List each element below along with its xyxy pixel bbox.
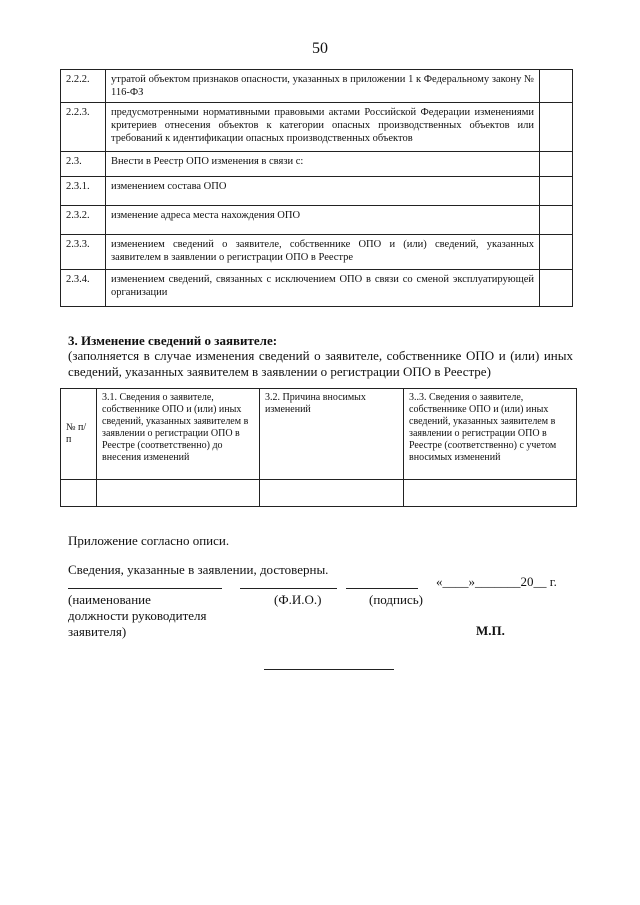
attachment-text: Приложение согласно описи. — [68, 533, 230, 548]
position-signature-line[interactable] — [68, 588, 222, 589]
table-row — [61, 480, 577, 507]
cell-before[interactable] — [97, 480, 260, 507]
reliability-statement: Сведения, указанные в заявлении, достоверны. — [68, 562, 329, 577]
date-field[interactable]: «____»_______20__ г. — [436, 574, 557, 589]
fio-label: (Ф.И.О.) — [274, 592, 322, 607]
stamp-place-label: М.П. — [476, 623, 505, 638]
checkbox-cell[interactable] — [540, 70, 573, 103]
table-row — [61, 70, 573, 103]
table-row — [61, 235, 573, 270]
checkbox-cell[interactable] — [540, 235, 573, 270]
checkbox-cell — [540, 152, 573, 177]
col-after-header: 3..3. Сведения о заявителе, собственнике ОПО и (или) иных сведений, указанных заявителем в заявлении о регистрации ОПО в Реестре (соответственно) с учетом вносимых изменений — [404, 389, 577, 480]
row-text: изменением состава ОПО — [106, 177, 540, 206]
table-row — [61, 270, 573, 307]
checkbox-cell[interactable] — [540, 177, 573, 206]
row-number: 2.3.4. — [61, 270, 106, 307]
divider-line — [264, 669, 394, 670]
checkbox-cell[interactable] — [540, 270, 573, 307]
row-text: предусмотренными нормативными правовыми актами Российской Федерации изменениями критериев отнесения объектов к категории опасных производственных объектов или требований к идентификации опасных производственных объектов — [106, 103, 540, 152]
row-number: 2.2.3. — [61, 103, 106, 152]
row-text: изменение адреса места нахождения ОПО — [106, 206, 540, 235]
table-row — [61, 206, 573, 235]
row-number: 2.3.2. — [61, 206, 106, 235]
col-reason-header: 3.2. Причина вносимых изменений — [260, 389, 404, 480]
table-row — [61, 103, 573, 152]
applicant-changes-table — [60, 388, 577, 507]
row-text: Внести в Реестр ОПО изменения в связи с: — [106, 152, 540, 177]
row-number: 2.3.1. — [61, 177, 106, 206]
col-number-header: № п/п — [61, 389, 97, 480]
row-number: 2.2.2. — [61, 70, 106, 103]
checkbox-cell[interactable] — [540, 103, 573, 152]
page-number: 50 — [312, 40, 328, 57]
sign-label: (подпись) — [369, 592, 423, 607]
col-before-header: 3.1. Сведения о заявителе, собственнике ОПО и (или) иных сведений, указанных заявителем в заявлении о регистрации ОПО в Реестре (соответственно) до внесения изменений — [97, 389, 260, 480]
section-3-title: 3. Изменение сведений о заявителе: — [68, 333, 278, 348]
row-text: изменением сведений о заявителе, собственнике ОПО и (или) сведений, указанных заявителем в заявлении о регистрации ОПО в Реестре — [106, 235, 540, 270]
changes-table — [60, 69, 573, 307]
row-number: 2.3. — [61, 152, 106, 177]
position-label: (наименование должности руководителя заявителя) — [68, 592, 207, 639]
table-row — [61, 177, 573, 206]
section-3-note: (заполняется в случае изменения сведений о заявителе, собственнике ОПО и (или) иных сведений, указанных заявителем в заявлении о регистрации ОПО в Реестре) — [68, 348, 573, 379]
row-number: 2.3.3. — [61, 235, 106, 270]
cell-reason[interactable] — [260, 480, 404, 507]
cell-after[interactable] — [404, 480, 577, 507]
table-row — [61, 152, 573, 177]
cell-number[interactable] — [61, 480, 97, 507]
checkbox-cell[interactable] — [540, 206, 573, 235]
fio-signature-line[interactable] — [240, 588, 337, 589]
sign-signature-line[interactable] — [346, 588, 418, 589]
table-header-row — [61, 389, 577, 480]
row-text: утратой объектом признаков опасности, указанных в приложении 1 к Федеральному закону № 116-ФЗ — [106, 70, 540, 103]
row-text: изменением сведений, связанных с исключением ОПО в связи со сменой эксплуатирующей организации — [106, 270, 540, 307]
